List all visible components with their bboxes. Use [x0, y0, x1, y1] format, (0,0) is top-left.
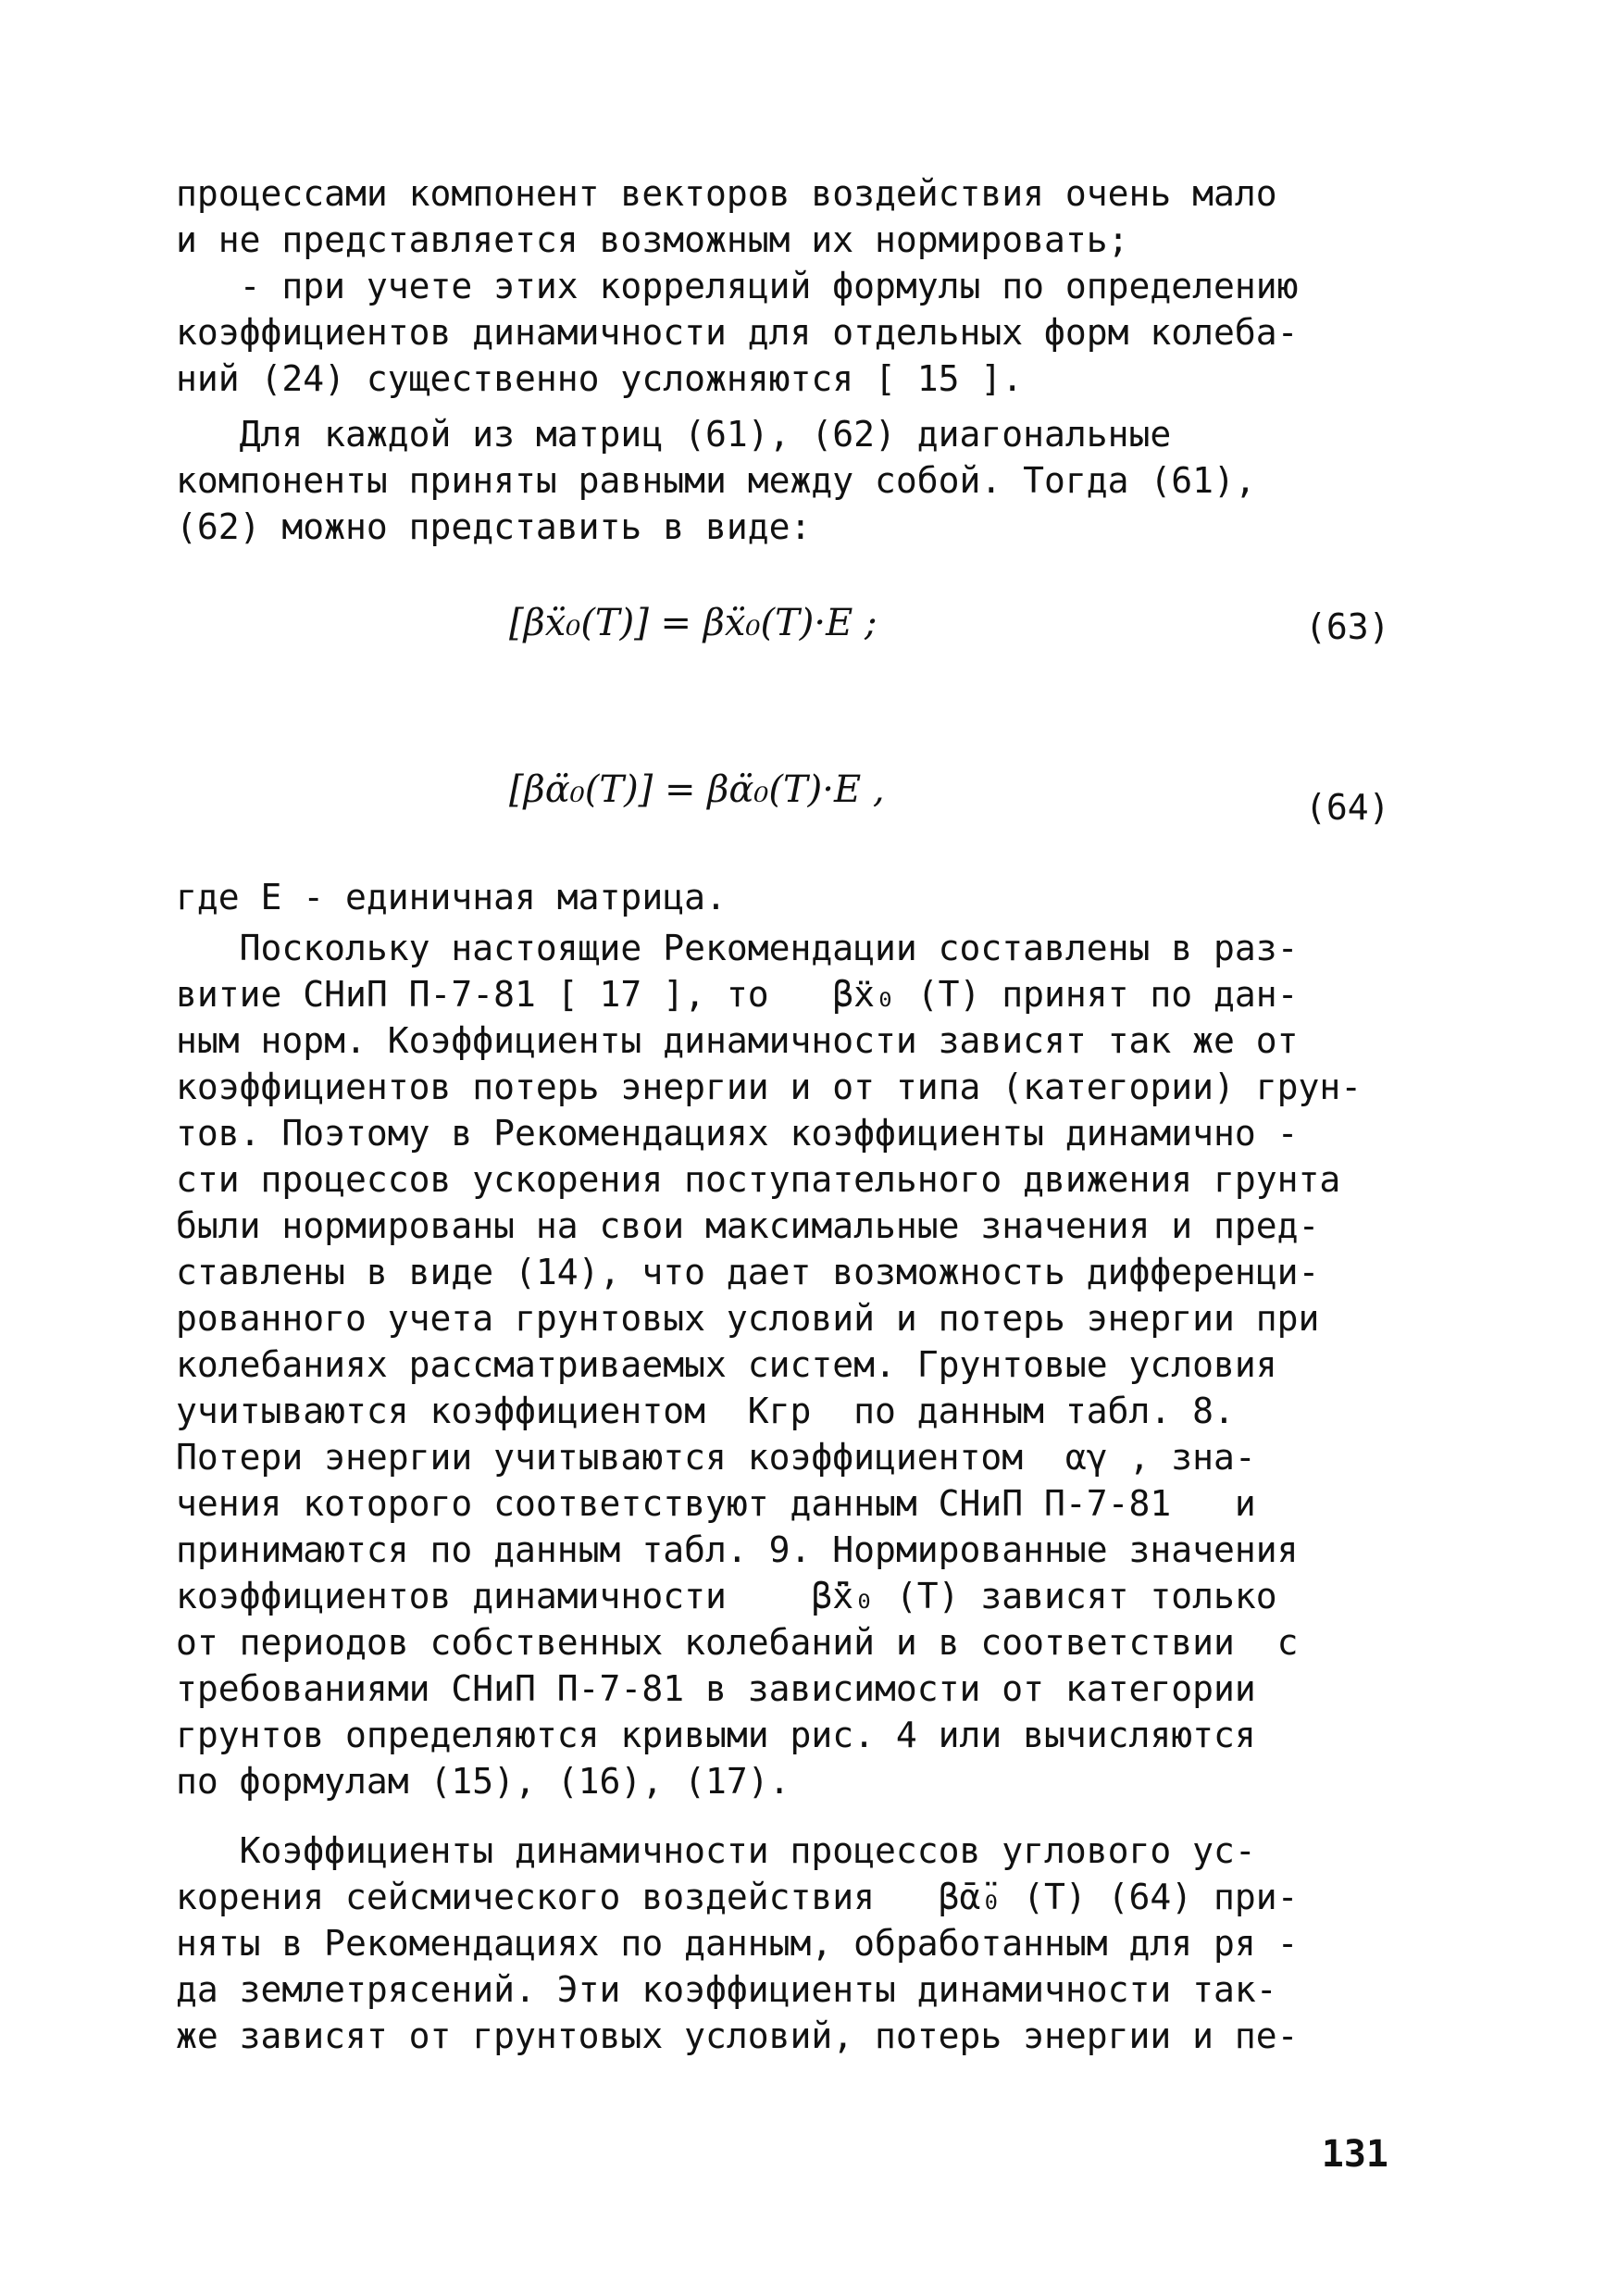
text-line: сти процессов ускорения поступательного движения грунта — [176, 1159, 1341, 1200]
text-line: колебаниях рассматриваемых систем. Грунтовые условия — [176, 1344, 1277, 1385]
equation-64-number: (64) — [1305, 787, 1390, 828]
text-line: ным норм. Коэффициенты динамичности зависят так же от — [176, 1020, 1299, 1061]
text-line: же зависят от грунтовых условий, потерь энергии и пе- — [176, 2015, 1299, 2056]
text-line: коэффициентов потерь энергии и от типа (категории) грун- — [176, 1067, 1363, 1107]
text-line: тов. Поэтому в Рекомендациях коэффициенты динамично - — [176, 1113, 1299, 1154]
text-line: компоненты приняты равными между собой. Тогда (61), — [176, 460, 1256, 501]
text-line: Поскольку настоящие Рекомендации составлены в раз- — [176, 928, 1299, 968]
text-line: грунтов определяются кривыми рис. 4 или вычисляются — [176, 1715, 1256, 1755]
text-line: и не представляется возможным их нормировать; — [176, 219, 1129, 260]
text-line: учитываются коэффициентом Кгр по данным табл. 8. — [176, 1391, 1235, 1431]
text-line: корения сейсмического воздействия β̄α̈₀ (Т) (64) при- — [176, 1877, 1299, 1917]
text-line: где Е - единичная матрица. — [176, 877, 727, 917]
text-line: требованиями СНиП П-7-81 в зависимости от категории — [176, 1668, 1256, 1709]
text-line: были нормированы на свои максимальные значения и пред- — [176, 1205, 1320, 1246]
text-line: принимаются по данным табл. 9. Нормированные значения — [176, 1529, 1299, 1570]
text-line: рованного учета грунтовых условий и потерь энергии при — [176, 1298, 1320, 1339]
text-line: - при учете этих корреляций формулы по определению — [176, 266, 1299, 306]
text-line: процессами компонент векторов воздействия очень мало — [176, 173, 1277, 214]
text-line: чения которого соответствуют данным СНиП П-7-81 и — [176, 1483, 1256, 1524]
text-line: от периодов собственных колебаний и в соответствии с — [176, 1622, 1299, 1663]
text-line: да землетрясений. Эти коэффициенты динамичности так- — [176, 1969, 1277, 2010]
text-line: няты в Рекомендациях по данным, обработанным для ря - — [176, 1923, 1299, 1964]
document-page — [176, 173, 1444, 2213]
text-line: витие СНиП П-7-81 [ 17 ], то βẍ₀ (Т) принят по дан- — [176, 974, 1299, 1015]
equation-63-formula: [βẍ₀(T)] = βẍ₀(T)·E ; — [509, 602, 877, 644]
text-line: коэффициентов динамичности для отдельных форм колеба- — [176, 312, 1299, 353]
text-line: коэффициентов динамичности β̄ẍ₀ (Т) зависят только — [176, 1576, 1277, 1616]
text-line: Коэффициенты динамичности процессов углового ус- — [176, 1830, 1256, 1871]
text-line: ставлены в виде (14), что дает возможность дифференци- — [176, 1252, 1320, 1292]
text-line: Для каждой из матриц (61), (62) диагональные — [176, 414, 1172, 455]
text-line: (62) можно представить в виде: — [176, 506, 812, 547]
text-line: Потери энергии учитываются коэффициентом αγ , зна- — [176, 1437, 1256, 1478]
equation-63-number: (63) — [1305, 606, 1390, 647]
text-line: по формулам (15), (16), (17). — [176, 1761, 790, 1802]
equation-64-formula: [βα̈₀(T)] = βα̈₀(T)·E , — [509, 768, 885, 811]
page-number: 131 — [1321, 2133, 1388, 2176]
text-line: ний (24) существенно усложняются [ 15 ]. — [176, 358, 1024, 399]
